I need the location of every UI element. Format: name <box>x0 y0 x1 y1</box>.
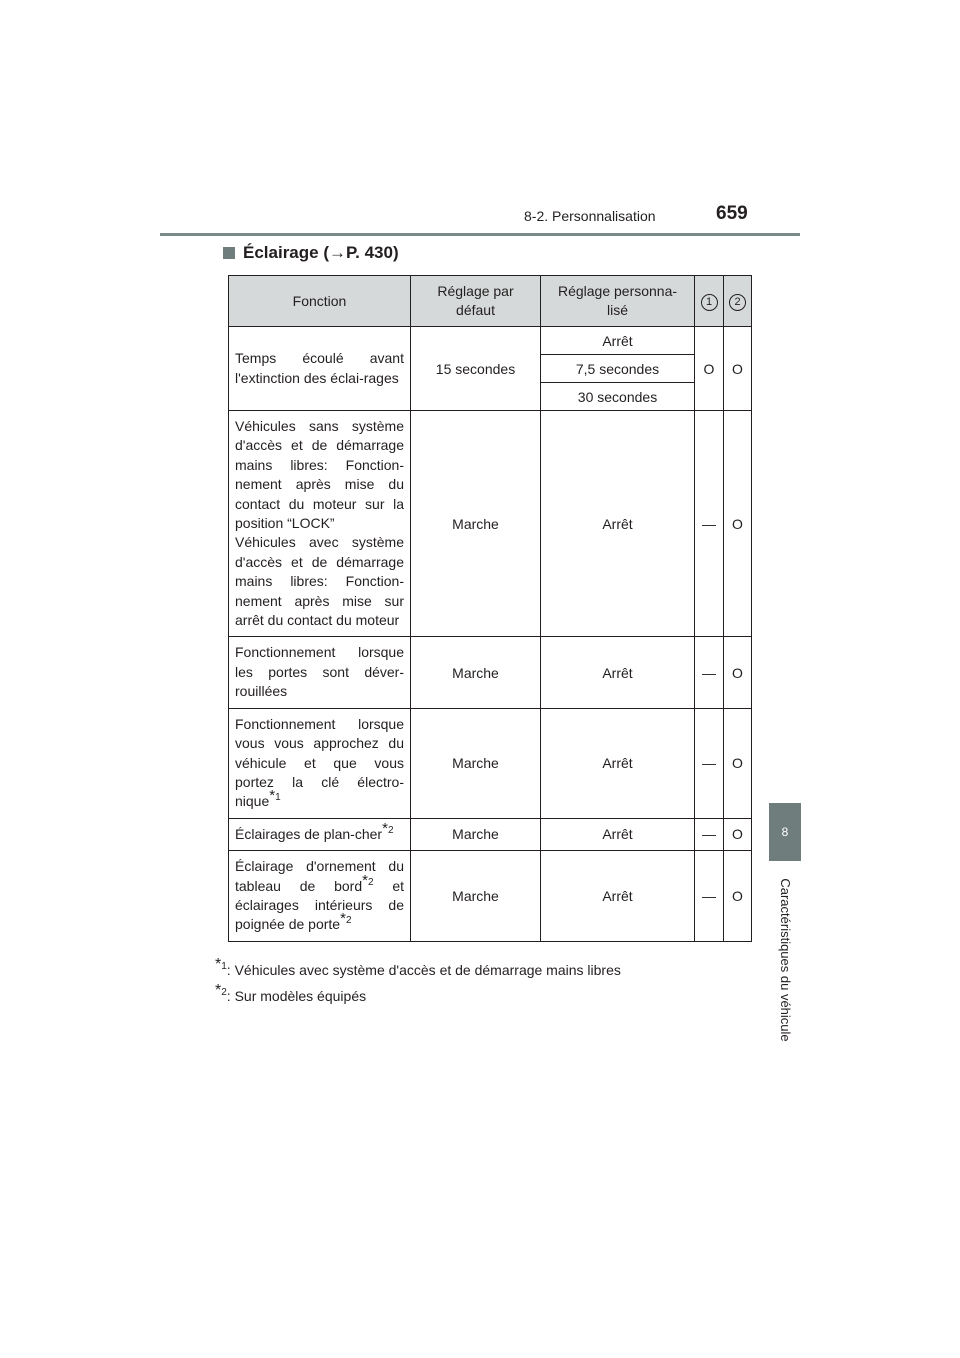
cell-function-text: Éclairages de plan-cher <box>235 825 383 842</box>
cell-col2: O <box>724 818 752 850</box>
cell-function: Temps écoulé avant l'extinction des éclai-rages <box>229 327 411 411</box>
cell-default: Marche <box>411 637 541 708</box>
footnote-ref: *2 <box>362 871 374 889</box>
cell-custom: Arrêt <box>541 818 695 850</box>
running-header-section: 8-2. Personnalisation <box>524 208 656 224</box>
cell-function <box>229 411 411 637</box>
cell-col1: — <box>695 411 724 637</box>
footnote-1: $^{*1}$: Véhicules avec système d'accès et de démarrage mains libres <box>215 956 621 978</box>
cell-col2: O <box>724 851 752 942</box>
cell-option: Arrêt <box>541 327 695 355</box>
cell-custom: Arrêt <box>541 708 695 818</box>
cell-custom: Arrêt <box>541 637 695 708</box>
table-row <box>229 851 752 942</box>
table-row <box>229 411 752 637</box>
cell-default: Marche <box>411 818 541 850</box>
circled-2-icon: 2 <box>729 294 746 311</box>
cell-default: 15 secondes <box>411 327 541 411</box>
cell-function-text: et éclairages intérieurs de poignée de porte <box>235 877 404 933</box>
circled-1-icon: 1 <box>701 294 718 311</box>
cell-option: 30 secondes <box>541 383 695 411</box>
cell-col1: — <box>695 851 724 942</box>
table-row <box>229 818 752 850</box>
header-col2 <box>724 276 752 327</box>
cell-function-text: Fonctionnement lorsque vous vous approchez du véhicule et que vous portez la clé électro-nique <box>235 715 404 810</box>
table-row <box>229 327 752 355</box>
cell-col2: O <box>724 411 752 637</box>
cell-col1: — <box>695 637 724 708</box>
cell-col1: O <box>695 327 724 411</box>
cell-custom: Arrêt <box>541 851 695 942</box>
cell-col1: — <box>695 818 724 850</box>
page-number: 659 <box>716 203 748 224</box>
cell-col2: O <box>724 708 752 818</box>
cell-function <box>229 851 411 942</box>
header-custom: Réglage personna-lisé <box>541 276 695 327</box>
cell-function-part: Véhicules sans système d'accès et de démarrage mains libres: Fonction-nement après mise du contact du moteur sur la position “LOCK” <box>235 418 404 532</box>
footnote-ref: *2 <box>340 910 352 928</box>
cell-default: Marche <box>411 708 541 818</box>
chapter-tab: 8 <box>769 803 801 861</box>
footnote-ref: *1 <box>269 787 281 805</box>
cell-default: Marche <box>411 411 541 637</box>
cell-default: Marche <box>411 851 541 942</box>
table-header-row <box>229 276 752 327</box>
cell-function: Fonctionnement lorsque les portes sont déver-rouillées <box>229 637 411 708</box>
cell-col2: O <box>724 637 752 708</box>
cell-col1: — <box>695 708 724 818</box>
header-col1 <box>695 276 724 327</box>
cell-custom: Arrêt <box>541 411 695 637</box>
footnote-2: $^{*2}$: Sur modèles équipés <box>215 982 367 1004</box>
section-title-text: Éclairage ( <box>243 243 329 262</box>
header-divider <box>160 233 800 236</box>
square-bullet-icon <box>223 247 235 259</box>
cell-function-part: Véhicules avec système d'accès et de démarrage mains libres: Fonction-nement après mise sur arrêt du contact du moteur <box>235 534 404 629</box>
section-page-ref: P. 430) <box>346 243 399 262</box>
footnote-ref: *2 <box>382 819 394 837</box>
header-function: Fonction <box>229 276 411 327</box>
cell-function <box>229 818 411 850</box>
cell-option: 7,5 secondes <box>541 355 695 383</box>
cell-function-text: Éclairage d'ornement du tableau de bord <box>235 858 404 894</box>
header-default: Réglage par défaut <box>411 276 541 327</box>
chapter-title-vertical: Caractéristiques du véhicule <box>778 878 793 1042</box>
table-row <box>229 708 752 818</box>
settings-table <box>228 275 752 942</box>
table-row <box>229 637 752 708</box>
cell-function <box>229 708 411 818</box>
cell-col2: O <box>724 327 752 411</box>
section-title <box>223 243 399 263</box>
arrow-icon: → <box>329 243 346 262</box>
